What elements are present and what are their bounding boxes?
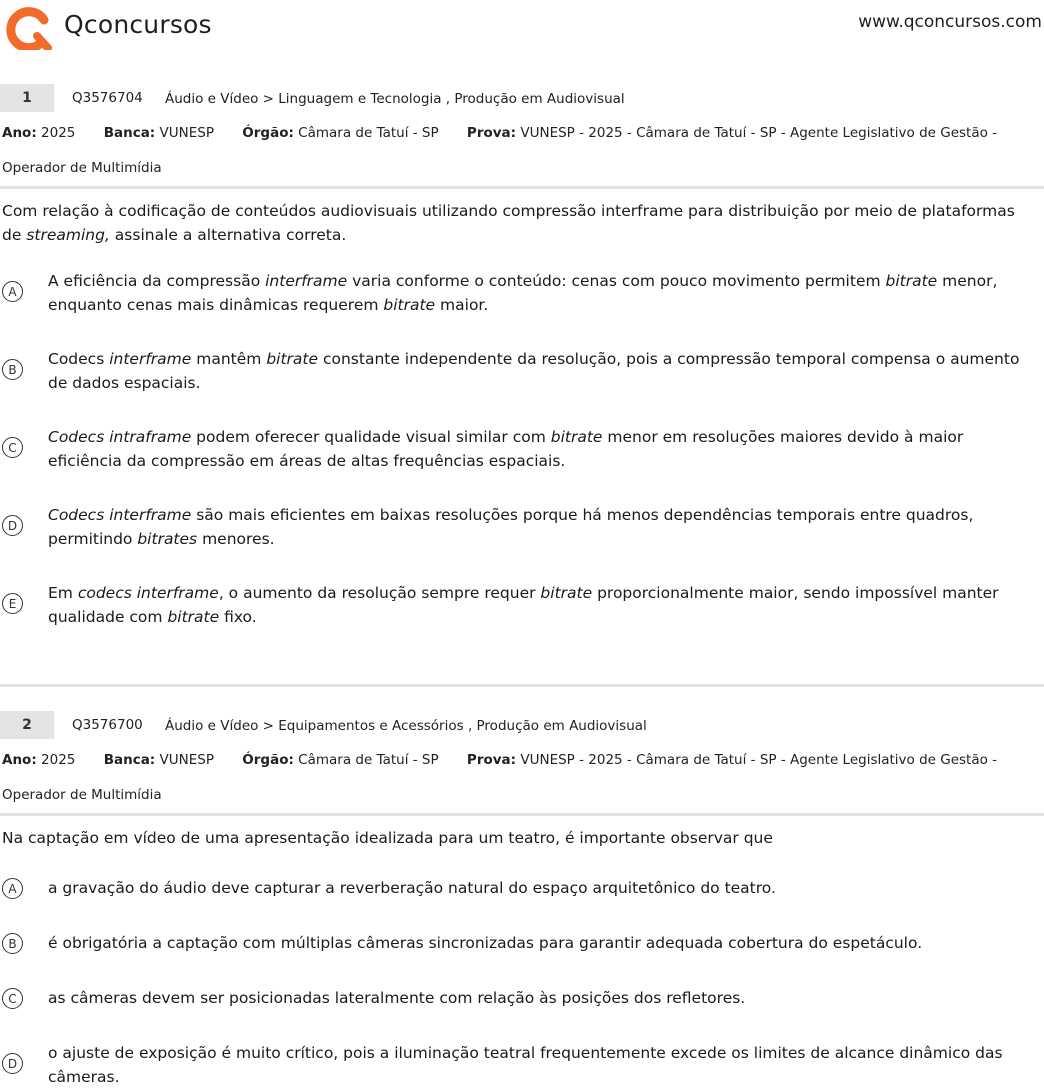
question-id[interactable]: Q3576700: [72, 717, 143, 733]
ano-label: Ano:: [2, 752, 37, 768]
italic-term: bitrate: [266, 350, 319, 368]
brand-name: Qconcursos: [64, 10, 212, 39]
italic-term: Codecs interframe: [48, 506, 192, 524]
italic-term: streaming,: [26, 226, 110, 244]
text-run: Codecs: [48, 350, 110, 368]
question-subject: Áudio e Vídeo > Equipamentos e Acessórios , Produção em Audiovisual: [165, 718, 647, 734]
text-run: fixo.: [219, 608, 257, 626]
text-run: as câmeras devem ser posicionadas lateralmente com relação às posições dos refletores.: [48, 989, 746, 1007]
italic-term: bitrate: [550, 428, 603, 446]
text-run: constante independente da resolução, pois a compressão temporal compensa o aumento de dados espaciais.: [48, 350, 1020, 392]
question-subject: Áudio e Vídeo > Linguagem e Tecnologia , Produção em Audiovisual: [165, 91, 625, 107]
alternatives-list: [0, 876, 1044, 1089]
alternative-letter-circle[interactable]: B: [2, 359, 23, 380]
alternative-a[interactable]: [0, 876, 1044, 900]
italic-term: interframe: [109, 350, 192, 368]
alternative-a[interactable]: [0, 269, 1044, 317]
text-run: A eficiência da compressão: [48, 272, 266, 290]
qconcursos-logo-icon: [2, 2, 54, 50]
text-run: a gravação do áudio deve capturar a reverberação natural do espaço arquitetônico do teatro.: [48, 879, 776, 897]
prova-label: Prova:: [466, 752, 517, 768]
alternative-text: [48, 425, 1038, 473]
text-run: assinale a alternativa correta.: [109, 226, 347, 244]
divider: [0, 813, 1044, 816]
orgao-label: Órgão:: [242, 752, 294, 768]
alternative-b[interactable]: [0, 347, 1044, 395]
question-statement: [0, 826, 1044, 850]
text-run: Na captação em vídeo de uma apresentação idealizada para um teatro, é importante observar que: [2, 829, 773, 847]
alternative-text: [48, 503, 1038, 551]
alternative-letter-circle[interactable]: B: [2, 933, 23, 954]
italic-term: codecs interframe: [77, 584, 219, 602]
alternative-d[interactable]: [0, 1041, 1044, 1089]
ano-label: Ano:: [2, 125, 37, 141]
alternative-text: [48, 347, 1038, 395]
italic-term: bitrate: [885, 272, 938, 290]
italic-term: Codecs intraframe: [48, 428, 192, 446]
banca-label: Banca:: [103, 752, 156, 768]
italic-term: interframe: [265, 272, 348, 290]
text-run: são mais eficientes em baixas resoluções porque há menos dependências temporais entre quadros, permitindo: [48, 506, 974, 548]
question-header: [0, 84, 1044, 116]
question-card: [0, 711, 1044, 1089]
italic-term: bitrate: [167, 608, 220, 626]
alternative-text: [48, 931, 1038, 955]
prova-label: Prova:: [466, 125, 517, 141]
alternative-b[interactable]: [0, 931, 1044, 955]
text-run: varia conforme o conteúdo: cenas com pouco movimento permitem: [347, 272, 886, 290]
text-run: mantêm: [191, 350, 267, 368]
ano-value: 2025: [41, 752, 76, 768]
question-header: [0, 711, 1044, 743]
alternative-letter-circle[interactable]: D: [2, 515, 23, 536]
text-run: é obrigatória a captação com múltiplas câmeras sincronizadas para garantir adequada cobertura do espetáculo.: [48, 934, 923, 952]
alternative-text: [48, 581, 1038, 629]
question-meta: [0, 743, 1044, 813]
text-run: , o aumento da resolução sempre requer: [218, 584, 541, 602]
ano-value: 2025: [41, 125, 76, 141]
text-run: proporcionalmente maior, sendo impossível manter qualidade com: [48, 584, 999, 626]
italic-term: bitrate: [383, 296, 436, 314]
alternative-c[interactable]: [0, 425, 1044, 473]
alternative-e[interactable]: [0, 581, 1044, 629]
text-run: menores.: [197, 530, 275, 548]
prova-value: VUNESP - 2025 - Câmara de Tatuí - SP - Agente Legislativo de Gestão - Operador de Multimídia: [2, 752, 998, 803]
orgao-value: Câmara de Tatuí - SP: [298, 125, 439, 141]
question-statement: [0, 199, 1044, 247]
divider: [0, 186, 1044, 189]
question-number: 2: [0, 711, 54, 739]
site-url: www.qconcursos.com: [858, 12, 1042, 32]
alternative-letter-circle[interactable]: E: [2, 593, 23, 614]
orgao-label: Órgão:: [242, 125, 294, 141]
italic-term: bitrates: [137, 530, 198, 548]
banca-value: VUNESP: [159, 125, 214, 141]
question-divider: [0, 684, 1044, 687]
banca-value: VUNESP: [159, 752, 214, 768]
text-run: menor em resoluções maiores devido à maior eficiência da compressão em áreas de altas frequências espaciais.: [48, 428, 964, 470]
italic-term: bitrate: [540, 584, 593, 602]
alternative-c[interactable]: [0, 986, 1044, 1010]
text-run: Com relação à codificação de conteúdos audiovisuais utilizando compressão interframe para distribuição por meio de plataformas de: [2, 202, 1015, 244]
page-header: [0, 0, 1044, 56]
question-card: [0, 84, 1044, 629]
alternatives-list: [0, 269, 1044, 629]
question-number: 1: [0, 84, 54, 112]
text-run: o ajuste de exposição é muito crítico, pois a iluminação teatral frequentemente excede os limites de alcance dinâmico das câmeras.: [48, 1044, 1003, 1086]
text-run: maior.: [435, 296, 489, 314]
orgao-value: Câmara de Tatuí - SP: [298, 752, 439, 768]
alternative-letter-circle[interactable]: A: [2, 878, 23, 899]
alternative-text: [48, 269, 1038, 317]
question-id[interactable]: Q3576704: [72, 90, 143, 106]
alternative-letter-circle[interactable]: C: [2, 988, 23, 1009]
alternative-d[interactable]: [0, 503, 1044, 551]
alternative-letter-circle[interactable]: A: [2, 281, 23, 302]
text-run: menor, enquanto cenas mais dinâmicas requerem: [48, 272, 998, 314]
alternative-text: [48, 876, 1038, 900]
text-run: Em: [48, 584, 78, 602]
alternative-letter-circle[interactable]: D: [2, 1053, 23, 1074]
question-meta: [0, 116, 1044, 186]
banca-label: Banca:: [103, 125, 156, 141]
prova-value: VUNESP - 2025 - Câmara de Tatuí - SP - Agente Legislativo de Gestão - Operador de Multimídia: [2, 125, 998, 176]
text-run: podem oferecer qualidade visual similar com: [191, 428, 551, 446]
alternative-letter-circle[interactable]: C: [2, 437, 23, 458]
alternative-text: [48, 1041, 1038, 1089]
alternative-text: [48, 986, 1038, 1010]
